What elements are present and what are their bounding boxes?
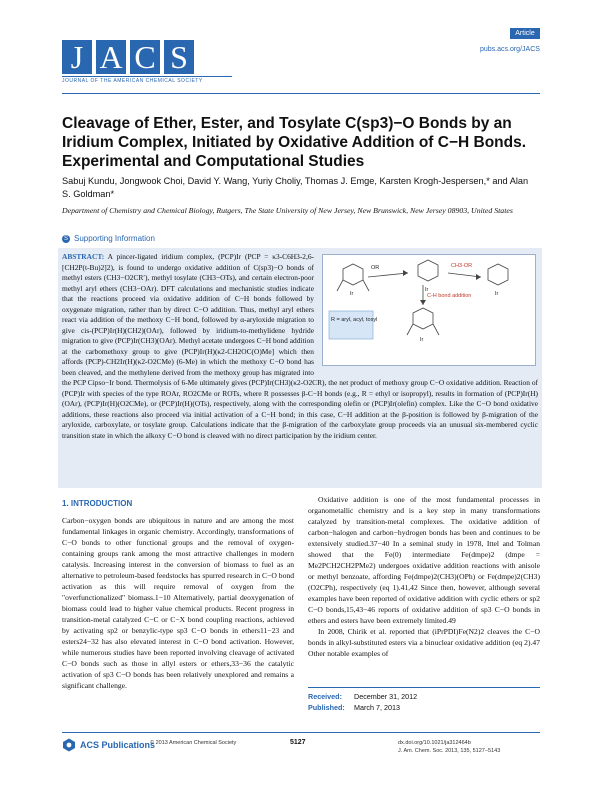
supporting-info-icon: S bbox=[63, 235, 68, 242]
article-dates bbox=[308, 691, 417, 713]
supporting-info-label: Supporting Information bbox=[74, 234, 155, 243]
logo-letter-s: S bbox=[164, 40, 194, 74]
published-label: Published: bbox=[308, 703, 345, 712]
jacs-logo bbox=[62, 40, 194, 74]
author-list: Sabuj Kundu, Jongwook Choi, David Y. Wang, Yuriy Choliy, Thomas J. Emge, Karsten Krogh-Jespersen,* and Alan S. Goldman* bbox=[62, 176, 529, 199]
pincer-ring-3 bbox=[488, 264, 508, 285]
abstract-label: ABSTRACT: bbox=[62, 252, 105, 261]
footer-rule bbox=[62, 732, 540, 733]
pincer-ring-2 bbox=[418, 260, 438, 281]
supporting-info-link[interactable] bbox=[62, 234, 155, 243]
logo-divider bbox=[62, 76, 232, 77]
article-type-badge: Article bbox=[510, 28, 540, 39]
toc-graphic bbox=[322, 254, 536, 366]
right-column bbox=[308, 494, 540, 659]
section-heading-introduction: 1. INTRODUCTION bbox=[62, 499, 133, 508]
doi-link[interactable]: dx.doi.org/10.1021/ja312464b bbox=[398, 740, 471, 746]
pincer-ring-1 bbox=[343, 264, 363, 285]
intro-paragraph-2: Oxidative addition is one of the most fundamental processes in organometallic chemistry and is a key step in many transformations catalyzed by transition-metal complexes. The oxidative addition of carbon−halogen and carbon−hydrogen bonds has been and continues to be extensively studied.37−40 In a seminal study in 1978, Ittel and Tolman showed that the Fe(0) intermediate Fe(dmpe)2 (dmpe = Me2PCH2CH2PMe2) undergoes oxidative addition reactions with anisole or methyl benzoate, affording Fe(dmpe)2(CH3)(OPh) or Fe(dmpe)2(CH3)(O2CPh), respectively (eq 1).41,42 Since then, however, although several examples have been reported of oxidative addition with cyclic ethers or sp2 C−O bonds,15,43−46 reports of oxidative addition of sp3 C−O bonds in ethers and esters have been extremely limited.49 bbox=[308, 495, 540, 625]
journal-name: JOURNAL OF THE AMERICAN CHEMICAL SOCIETY bbox=[62, 78, 203, 84]
header-rule bbox=[62, 93, 540, 94]
arrowhead-1 bbox=[403, 270, 408, 276]
pincer-ring-4 bbox=[413, 308, 433, 329]
intro-paragraph-3: In 2008, Chirik et al. reported that (iPrPDI)Fe(N2)2 cleaves the C−O bonds in alkyl-substituted esters via a binuclear oxidative addition (eq 2).47 Other notable examples of bbox=[308, 627, 540, 658]
arrowhead-2 bbox=[476, 274, 481, 280]
dates-rule bbox=[308, 687, 540, 688]
toc-label-ir-2: Ir bbox=[425, 287, 429, 293]
r-group-box bbox=[329, 311, 373, 339]
reaction-scheme bbox=[323, 255, 535, 365]
received-date: December 31, 2012 bbox=[354, 692, 418, 701]
page-number: 5127 bbox=[290, 739, 306, 746]
published-date-row bbox=[308, 702, 417, 713]
acs-hexagon-icon bbox=[62, 738, 76, 752]
copyright: © 2013 American Chemical Society bbox=[150, 740, 237, 746]
journal-url-link[interactable]: pubs.acs.org/JACS bbox=[480, 46, 540, 53]
toc-label-ir-4: Ir bbox=[420, 337, 424, 343]
published-date: March 7, 2013 bbox=[354, 703, 400, 712]
toc-label-ch-addition: C-H bond addition bbox=[427, 293, 472, 299]
acs-publications-logo[interactable] bbox=[62, 738, 155, 752]
toc-label-ch3or: CH3-OR bbox=[451, 263, 473, 269]
toc-label-or: OR bbox=[371, 265, 380, 271]
intro-paragraph-1: Carbon−oxygen bonds are ubiquitous in nature and are among the most fundamental linkages in organic chemistry. Accordingly, transformations of C−O bonds to other functional groups and the removal of oxygen-containing groups rank among the most attractive challenges in modern catalysis. Increasing interest in the conversion of biomass to fuel as an alternative to petroleum-based feedstocks has spurred research in C−O bond activation as this will require removal of oxygen from the "overfunctionalized" biomass.1−10 Alternatively, partial deoxygenation of biomass could lead to higher value chemical products. Recent progress in transition-metal catalyzed C−C or C−X bond coupling reactions, achieved by activating sp2 or benzylic-type sp3 C−O bonds in ethers11−23 and esters24−32 has also elevated interest in C−O bond activation. However, while numerous studies have been reported involving cleavage of activated C−O bonds such as those in allyl esters or ethers,33−36 the catalytic activation of sp3 C−O bonds has been relatively unexplored and remains a significant challenge. bbox=[62, 516, 294, 690]
logo-letter-c: C bbox=[130, 40, 160, 74]
article-title: Cleavage of Ether, Ester, and Tosylate C(sp3)−O Bonds by an Iridium Complex, Initiated by Oxidative Addition of C−H Bonds. Experimental and Computational Studies bbox=[62, 115, 527, 170]
logo-letter-j: J bbox=[62, 40, 92, 74]
arrowhead-3 bbox=[420, 300, 426, 305]
received-date-row bbox=[308, 691, 417, 702]
affiliation: Department of Chemistry and Chemical Biology, Rutgers, The State University of New Jersey, New Brunswick, New Jersey 08903, United States bbox=[62, 206, 513, 215]
toc-label-ir-3: Ir bbox=[495, 291, 499, 297]
arrow-1 bbox=[368, 273, 408, 277]
citation: J. Am. Chem. Soc. 2013, 135, 5127−5143 bbox=[398, 748, 501, 754]
toc-label-ir-1: Ir bbox=[350, 291, 354, 297]
left-column bbox=[62, 498, 294, 691]
toc-label-r-group: R = aryl, acyl, tosyl bbox=[331, 317, 378, 323]
received-label: Received: bbox=[308, 692, 342, 701]
logo-letter-a: A bbox=[96, 40, 126, 74]
abstract-text: A pincer-ligated iridium complex, (PCP)Ir (PCP = κ3-C6H3-2,6-[CH2P(t-Bu)2]2), is found to undergo oxidative addition of C(sp3)−O bonds of methyl esters (CH3−O2CR′), methyl tosylate (CH3−OTs), and certain electron-poor methyl aryl ethers (CH3−OAr). DFT calculations and mechanistic studies indicate that the reactions proceed via oxidative addition of C−H bonds followed by oxygenate migration, rather than by direct C−O addition. Thus, methyl aryl ethers react via addition of the methoxy C−H bond, followed by α-aryloxide migration to give cis-(PCP)Ir(H)(CH2)(OAr), followed by iridium-to-methylidene hydride migration to give (PCP)Ir(CH3)(OAr). Methyl acetate undergoes C−H bond addition at the carbomethoxy group to give (PCP)Ir(H)(κ2-CH2OC(O)Me] which then affords (PCP)-CH2Ir(H)(κ2-O2CMe) (6-Me) in which the methoxy C−O bond has been cleaved, and the methylene derived from the methoxy group has migrated into the PCP Cipso−Ir bond. Thermolysis of 6-Me ultimately gives (PCP)Ir(CH3)(κ2-O2CR), the net product of methoxy group C−O oxidative addition. Reaction of (PCP)Ir with species of the type ROAr, RO2CMe or ROTs, where R possesses β-C−H bonds (e.g., R = ethyl or isopropyl), results in formation of (PCP)Ir(H)(OAr), (PCP)Ir(H)(O2CMe), or (PCP)Ir(H)(OTs), respectively, along with the corresponding olefin or (PCP)Ir(olefin) complex. Like the C−O bond oxidative additions, these reactions also proceed via initial activation of a C−H bond; in this case, C−H addition at the β-position is followed by β-migration of the aryloxide, carboxylate, or tosylate group. Calculations indicate that the β-migration of the carboxylate group proceeds via an unusual six-membered cyclic transition state in which the alkoxy C−O bond is cleaved with no direct participation by the iridium center. bbox=[62, 252, 538, 440]
publisher-name: ACS Publications bbox=[80, 740, 156, 750]
